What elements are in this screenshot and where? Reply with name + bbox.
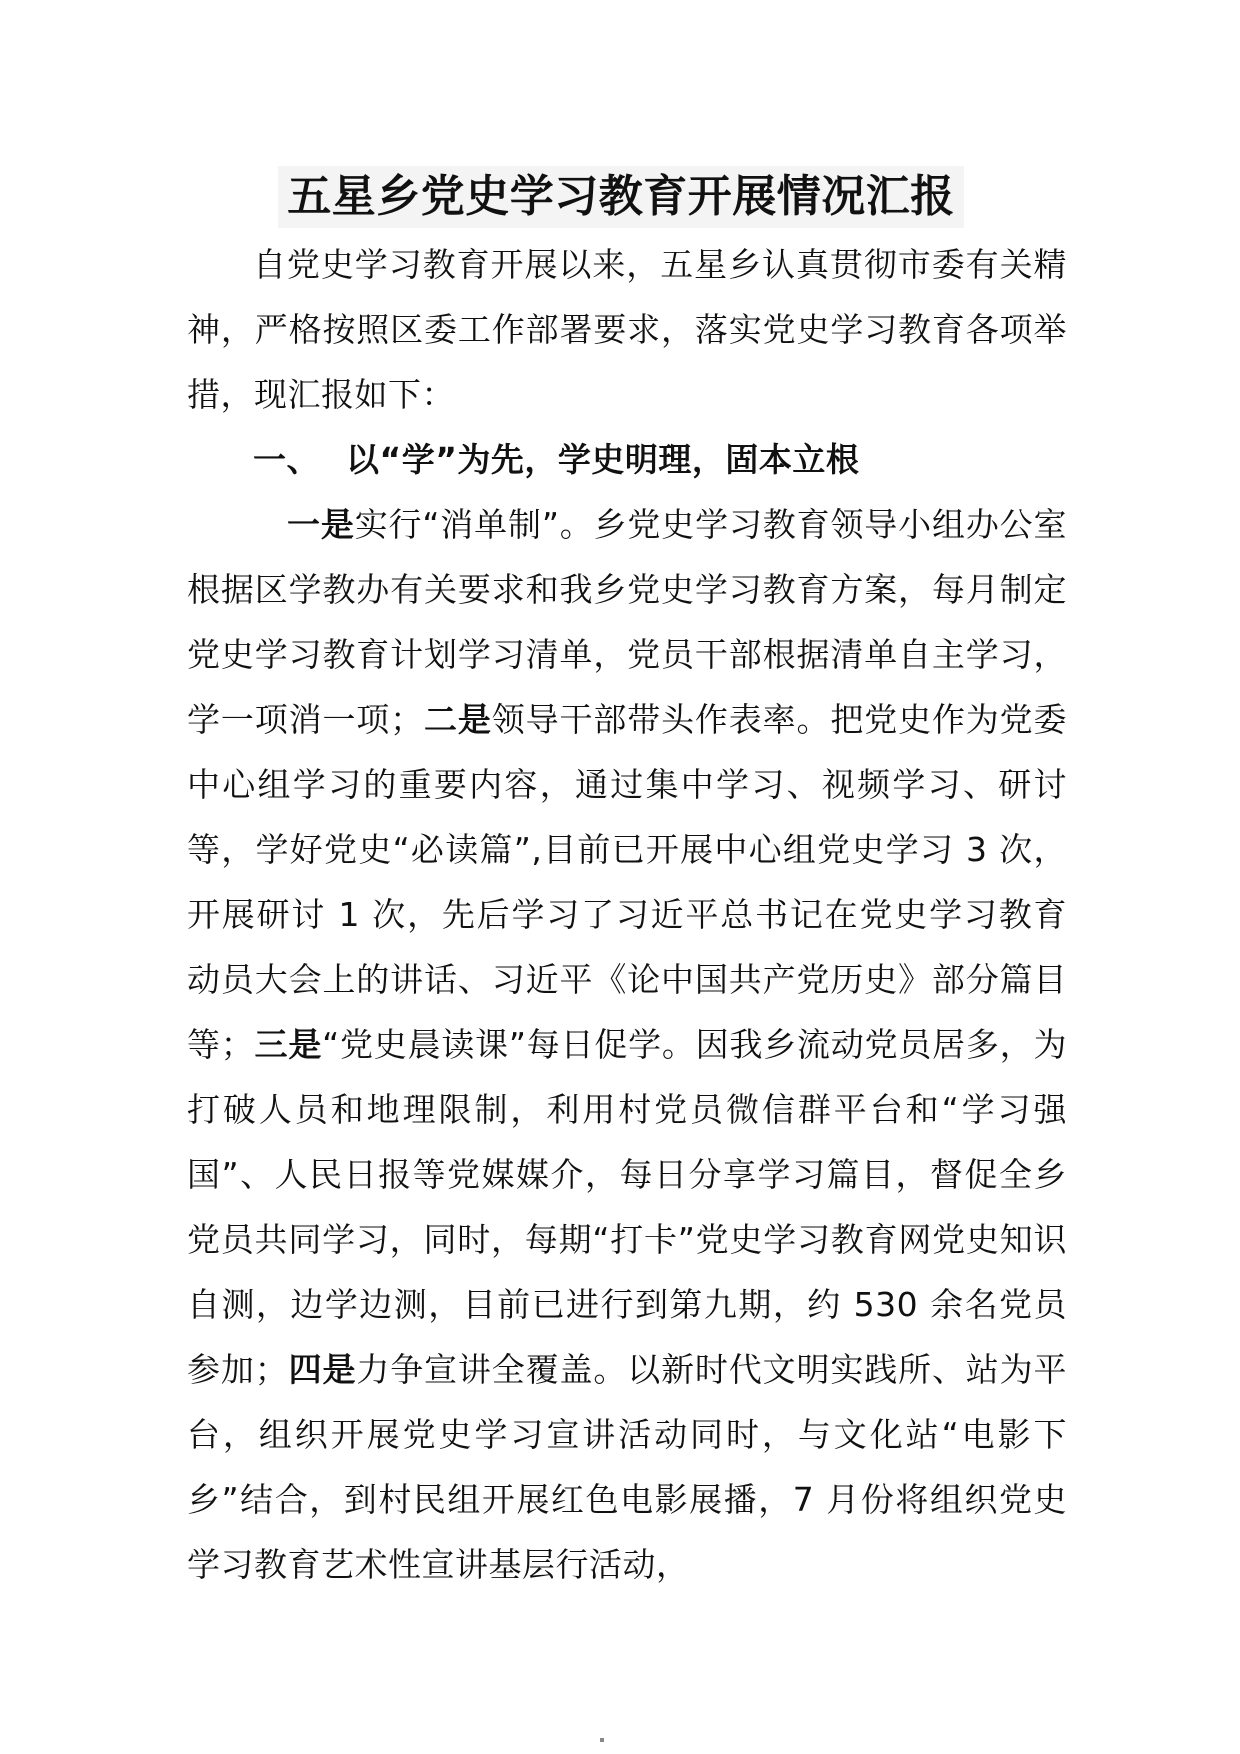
lead-label-2: 二是 bbox=[423, 700, 492, 739]
paragraph-text-1: 实行“消单制”。乡党史学习教育领导小组办公室根据区学教办有关要求和我乡党史学习教育方案，每月制定党史学习教育计划学习清单，党员干部根据清单自主学习，学一项消一项； bbox=[187, 505, 1067, 739]
section-number: 一、 bbox=[253, 440, 320, 479]
paragraph-text-3: “党史晨读课”每日促学。因我乡流动党员居多，为打破人员和地理限制，利用村党员微信群平台和“学习强国”、人民日报等党媒媒介，每日分享学习篇目，督促全乡党员共同学习，同时，每期“打卡”党史学习教育网党史知识自测，边学边测，目前已进行到第九期，约 530 余名党员参加； bbox=[187, 1025, 1067, 1389]
document-body bbox=[187, 232, 1067, 1597]
scan-mark bbox=[600, 1738, 604, 1742]
lead-label-4: 四是 bbox=[288, 1350, 357, 1389]
document-title: 五星乡党史学习教育开展情况汇报 bbox=[278, 166, 964, 228]
intro-paragraph: 自党史学习教育开展以来，五星乡认真贯彻市委有关精神，严格按照区委工作部署要求，落实党史学习教育各项举措，现汇报如下： bbox=[187, 245, 1067, 414]
section-title: 以“学”为先，学史明理，固本立根 bbox=[346, 440, 860, 479]
section-heading-1 bbox=[187, 427, 1067, 492]
lead-label-3: 三是 bbox=[254, 1025, 323, 1064]
main-paragraph bbox=[187, 492, 1067, 1597]
lead-label-1: 一是 bbox=[287, 505, 355, 544]
paragraph-text-2: 领导干部带头作表率。把党史作为党委中心组学习的重要内容，通过集中学习、视频学习、研讨等，学好党史“必读篇”,目前已开展中心组党史学习 3 次，开展研讨 1 次，先后学习了习近平总书记在党史学习教育动员大会上的讲话、习近平《论中国共产党历史》部分篇目等； bbox=[187, 700, 1068, 1064]
paragraph-text-4: 力争宣讲全覆盖。以新时代文明实践所、站为平台，组织开展党史学习宣讲活动同时，与文化站“电影下乡”结合，到村民组开展红色电影展播，7 月份将组织党史学习教育艺术性宣讲基层行活动， bbox=[187, 1350, 1068, 1584]
